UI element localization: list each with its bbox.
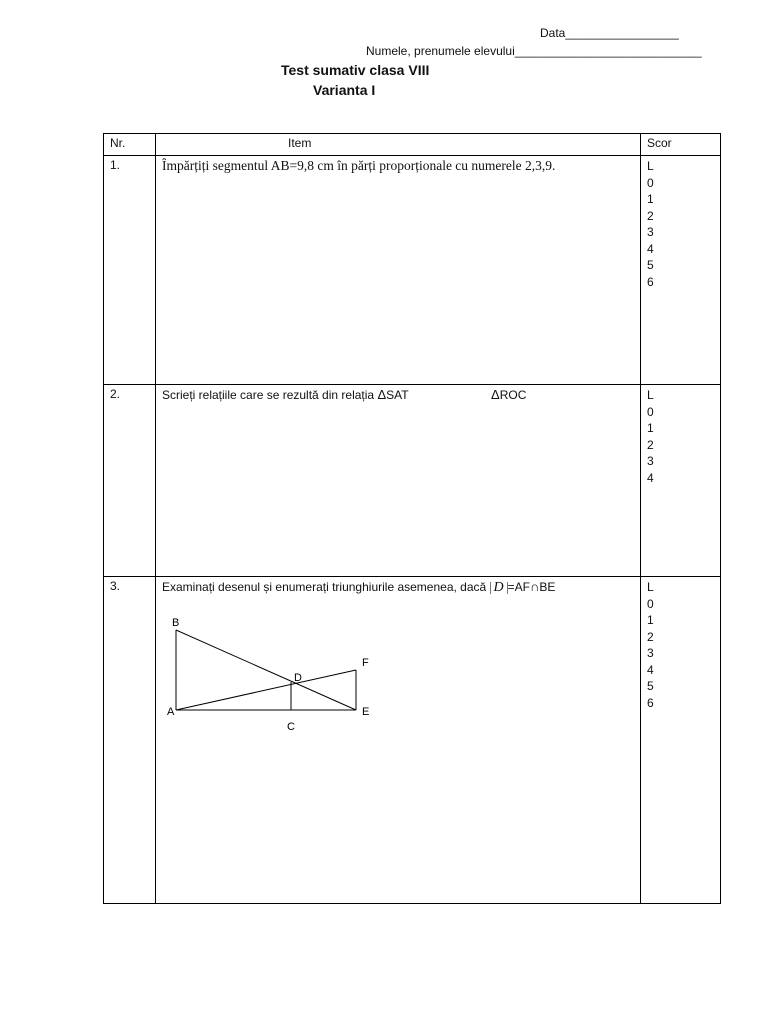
item-2-statement: Scrieți relațiile care se rezultă din relația <box>162 388 378 402</box>
label-f: F <box>362 657 369 669</box>
intersection-symbol: ∩ <box>529 579 540 594</box>
item-number: 3. <box>104 577 156 904</box>
score-value: 6 <box>647 695 654 710</box>
score-value: 1 <box>647 421 654 435</box>
score-value: 0 <box>647 175 654 190</box>
segment-af <box>176 670 356 710</box>
triangle-symbol: Δ <box>377 387 387 402</box>
table-row <box>104 156 721 385</box>
score-column <box>641 577 721 904</box>
score-value: 2 <box>647 208 654 223</box>
score-value: L <box>647 388 654 402</box>
column-header-score: Scor <box>641 134 721 156</box>
score-value: 1 <box>647 192 654 206</box>
triangle-symbol: Δ <box>491 387 500 402</box>
label-e: E <box>362 706 370 718</box>
score-value: 2 <box>647 437 654 452</box>
test-title: Test sumativ clasa VIII <box>281 62 430 78</box>
score-value: 4 <box>647 662 654 677</box>
geometry-figure <box>162 602 392 733</box>
item-text <box>156 577 641 904</box>
table-header-row <box>104 134 721 156</box>
item-1-statement: Împărțiți segmentul AB=9,8 cm în părți proporționale cu numerele 2,3,9. <box>162 158 556 173</box>
score-value: L <box>647 159 654 173</box>
score-value: 0 <box>647 404 654 419</box>
score-value: L <box>647 580 654 594</box>
score-value: 2 <box>647 629 654 644</box>
score-value: 3 <box>647 454 654 468</box>
score-value: 3 <box>647 646 654 660</box>
student-name-line: Numele, prenumele elevului____________________________ <box>366 44 702 58</box>
column-header-nr: Nr. <box>104 134 156 156</box>
item-3-be: BE <box>539 580 556 594</box>
triangle-sat: SAT <box>386 388 409 402</box>
score-column <box>641 156 721 385</box>
score-value: 6 <box>647 274 654 289</box>
label-a: A <box>167 706 175 718</box>
item-number: 1. <box>104 156 156 385</box>
item-text <box>156 156 641 385</box>
score-value: 5 <box>647 679 654 693</box>
segment-be <box>176 630 356 710</box>
label-d: D <box>294 672 302 684</box>
score-value: 3 <box>647 225 654 239</box>
point-d-label: D <box>490 582 508 594</box>
score-column <box>641 385 721 577</box>
label-b: B <box>172 617 180 629</box>
score-value: 4 <box>647 241 654 256</box>
label-c: C <box>287 721 295 733</box>
score-value: 5 <box>647 258 654 272</box>
score-value: 4 <box>647 470 654 485</box>
table-row <box>104 385 721 577</box>
test-variant: Varianta I <box>313 82 376 98</box>
test-table <box>103 133 721 904</box>
score-value: 0 <box>647 596 654 611</box>
column-header-item: Item <box>156 134 641 156</box>
item-3-statement: Examinați desenul și enumerați triunghiurile asemenea, dacă <box>162 580 490 594</box>
triangle-roc: ROC <box>499 388 527 402</box>
score-value: 1 <box>647 613 654 627</box>
item-text <box>156 385 641 577</box>
table-row <box>104 577 721 904</box>
date-line: Data_________________ <box>540 26 679 40</box>
item-3-af: =AF <box>507 580 530 594</box>
item-number: 2. <box>104 385 156 577</box>
